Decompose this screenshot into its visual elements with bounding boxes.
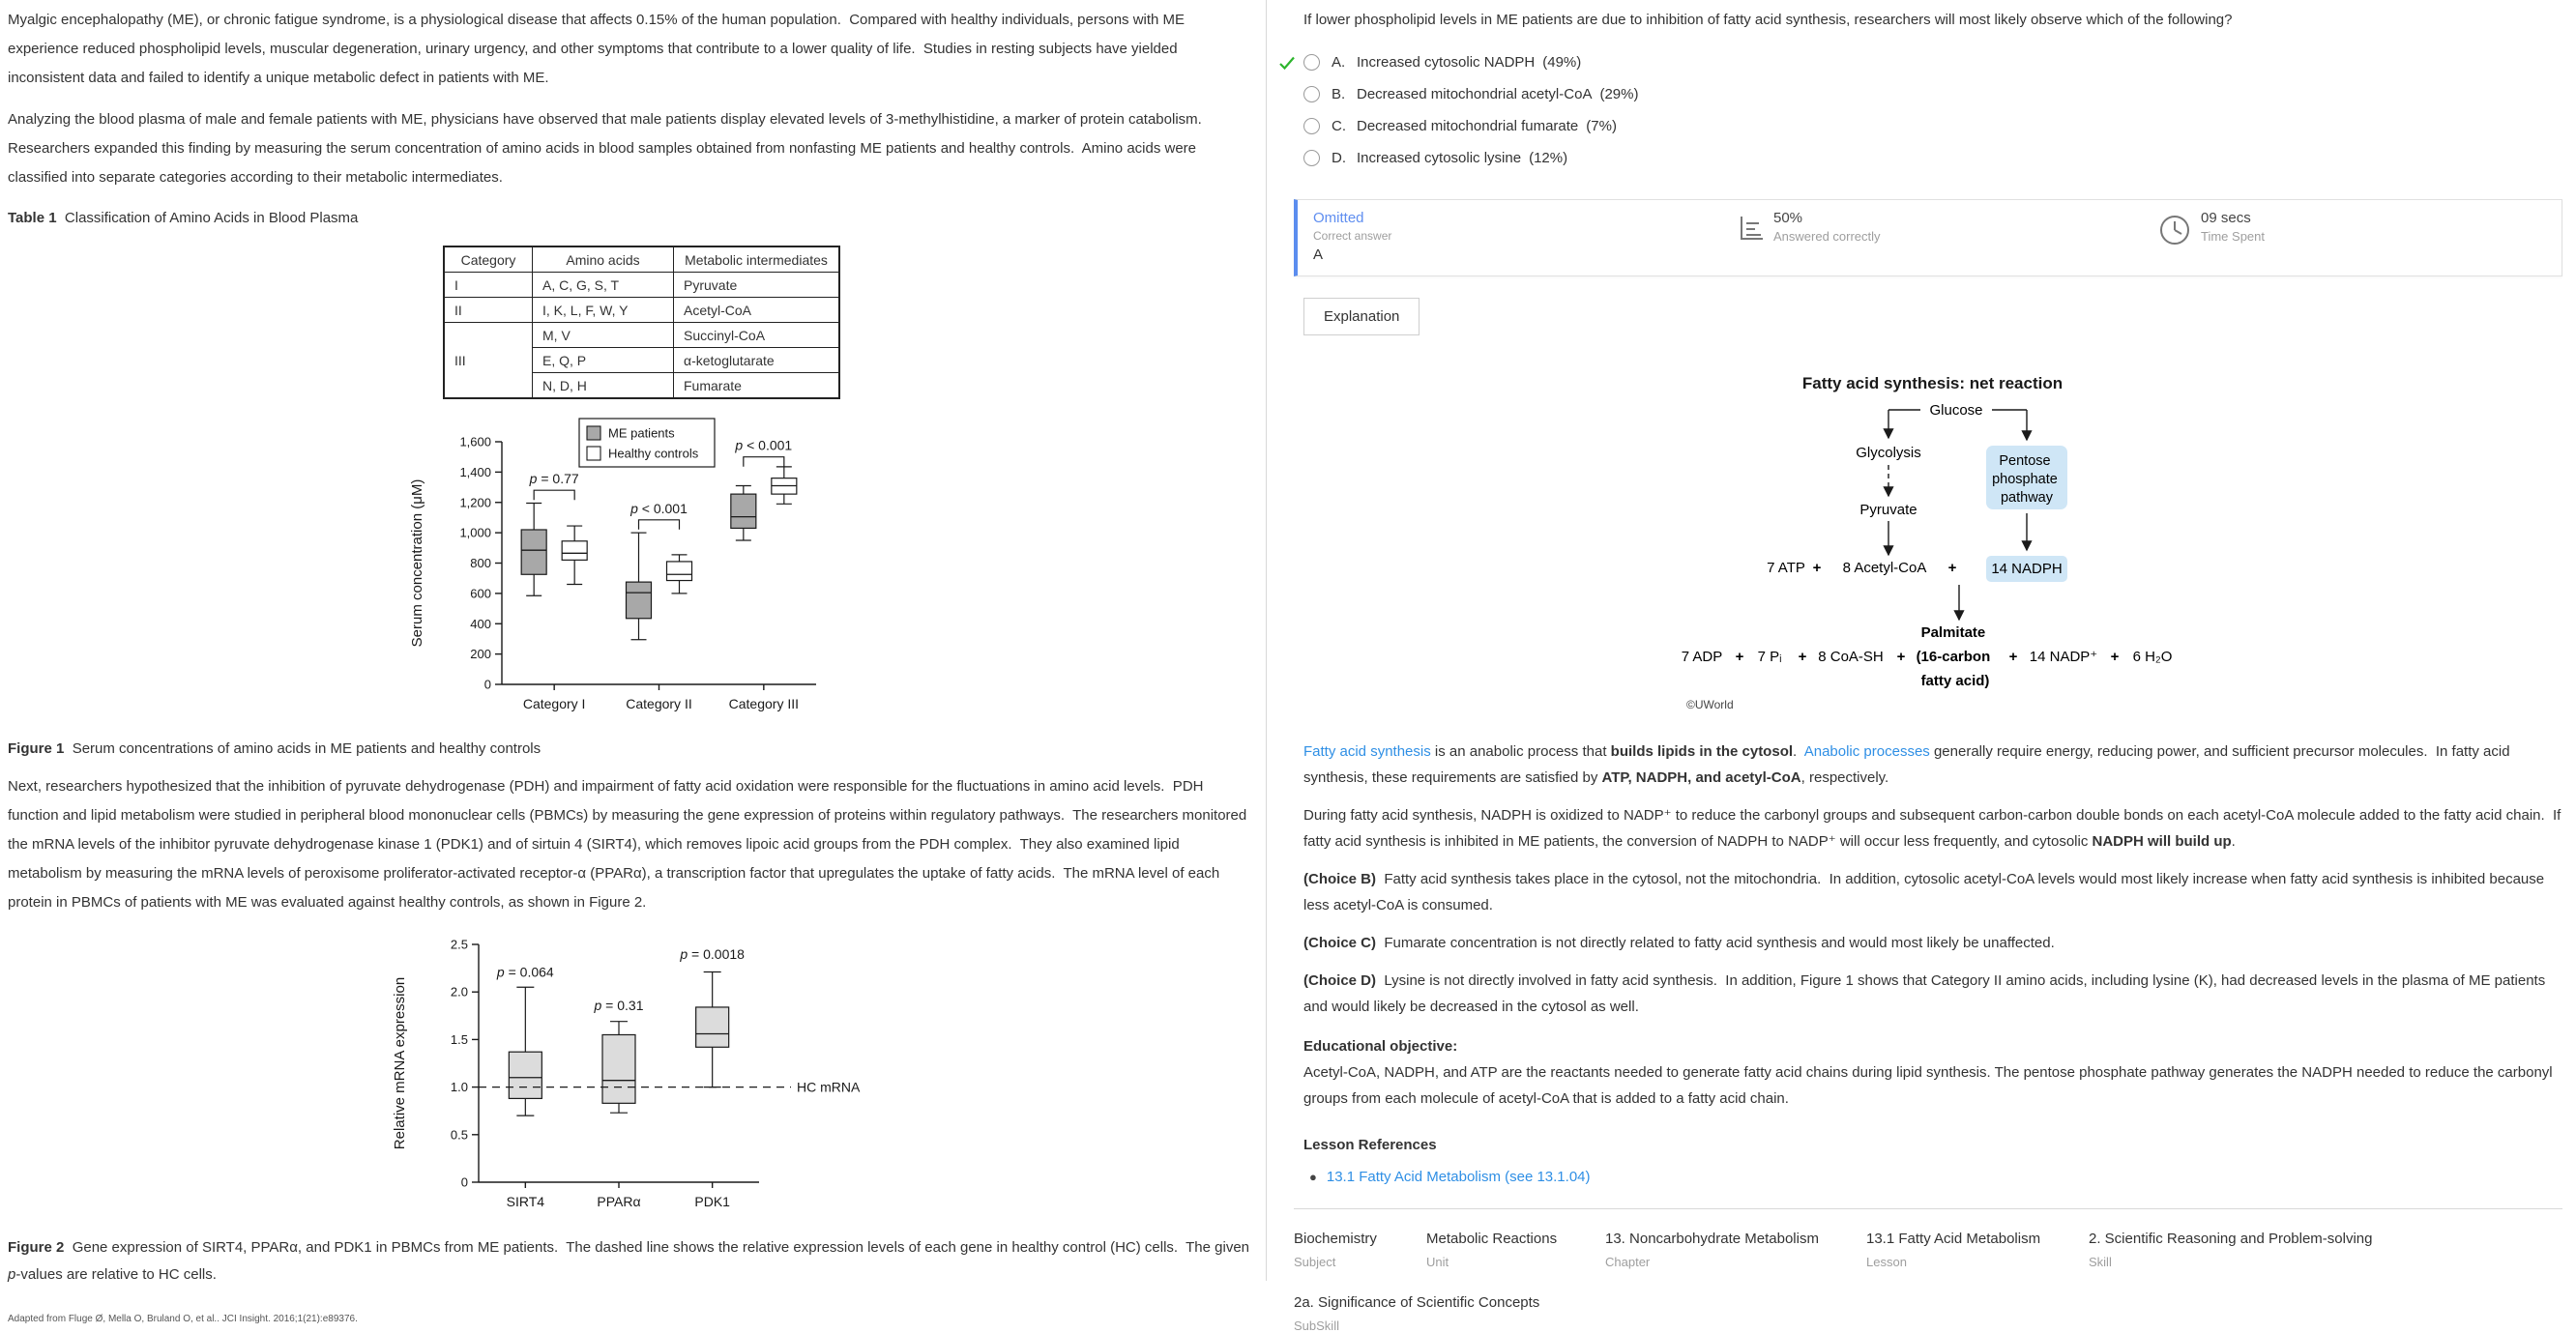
figure2-caption: Figure 2 Gene expression of SIRT4, PPARα, and PDK1 in PBMCs from ME patients. The dashed line shows the relative expression levels of each gene in healthy control (HC) cells. The given p-values are relative to HC cells.	[8, 1239, 1254, 1283]
diagram-ppp: Pentose phosphate pathway	[1992, 453, 2058, 506]
table-row: II I, K, L, F, W, Y Acetyl-CoA	[444, 298, 839, 323]
table1-caption: Table 1 Classification of Amino Acids in Blood Plasma	[8, 210, 359, 226]
plus-sign: +	[1798, 649, 1807, 665]
table-row: E, Q, P α-ketoglutarate	[444, 348, 839, 373]
correct-check-slot	[1278, 55, 1303, 71]
svg-text:Category I: Category I	[522, 696, 586, 711]
explanation-paragraph-2: During fatty acid synthesis, NADPH is oxidized to NADP⁺ to reduce the carbonyl groups and subsequent carbon-carbon double bonds on each acetyl-CoA molecule added to the fatty acid chain. If fatty acid synthesis is inhibited in ME patients, the conversion of NADPH to NADP⁺ will occur less frequently, and cytosolic NADPH will build up.	[1303, 807, 2565, 850]
option-text: Decreased mitochondrial acetyl-CoA	[1357, 86, 1593, 102]
svg-text:p < 0.001: p < 0.001	[630, 500, 688, 516]
svg-text:Serum concentration (μM): Serum concentration (μM)	[409, 478, 425, 648]
question-panel	[1267, 0, 2576, 1333]
question-metadata-subskill	[1294, 1294, 2562, 1333]
plus-sign: +	[1947, 560, 1957, 576]
option-row-b[interactable]	[1278, 78, 2562, 110]
figure1-container	[402, 417, 1252, 726]
option-letter: A.	[1332, 54, 1346, 71]
option-row-d[interactable]	[1278, 142, 2562, 174]
bar-chart-icon	[1735, 214, 1764, 243]
option-letter: D.	[1332, 150, 1346, 166]
source-citation: Adapted from Fluge Ø, Mella O, Bruland O, et al.. JCI Insight. 2016;1(21):e89376.	[8, 1314, 358, 1324]
diagram-title: Fatty acid synthesis: net reaction	[1801, 374, 2064, 392]
diagram-atp: 7 ATP	[1767, 560, 1805, 576]
svg-text:p = 0.31: p = 0.31	[594, 997, 644, 1013]
box-SIRT4	[509, 1052, 542, 1098]
passage-paragraph-1: Myalgic encephalopathy (ME), or chronic fatigue syndrome, is a physiological disease that affects 0.15% of the human population. Compared with healthy individuals, persons with ME experience reduced phospholipid levels, muscular degeneration, urinary urgency, and other symptoms that contribute to a lower quality of life. Studies in resting subjects have yielded inconsistent data and failed to identify a unique metabolic defect in patients with ME.	[8, 12, 1189, 86]
option-radio[interactable]	[1303, 118, 1320, 134]
passage-panel	[0, 0, 1267, 1324]
passage-paragraph-2: Analyzing the blood plasma of male and female patients with ME, physicians have observed that male patients display elevated levels of 3-methylhistidine, a marker of protein catabolism. Researchers expanded this finding by measuring the serum concentration of amino acids in blood samples obtained from nonfasting ME patients and healthy controls. Amino acids were classified into separate categories according to their metabolic intermediates.	[8, 111, 1211, 186]
meta-skill-label: Skill	[2089, 1255, 2112, 1269]
svg-text:ME patients: ME patients	[608, 425, 675, 441]
meta-chapter-label: Chapter	[1605, 1255, 1651, 1269]
option-percentage: (12%)	[1529, 150, 1568, 166]
svg-text:1.5: 1.5	[450, 1031, 468, 1047]
amino-acid-table	[443, 246, 840, 399]
svg-text:1.0: 1.0	[450, 1080, 468, 1095]
box-PDK1	[696, 1007, 729, 1047]
answered-correctly-pct: 50%	[1773, 210, 1803, 226]
svg-text:p = 0.77: p = 0.77	[529, 471, 579, 487]
svg-text:400: 400	[470, 616, 491, 631]
figure2-boxplot	[387, 930, 904, 1220]
educational-objective-text: Acetyl-CoA, NADPH, and ATP are the reactants needed to generate fatty acid chains during lipid synthesis. The pentose phosphate pathway generates the NADPH needed to reduce the carbonyl groups from each molecule of acetyl-CoA that is added to a fatty acid chain.	[1303, 1064, 2553, 1107]
option-text: Increased cytosolic lysine	[1357, 150, 1522, 166]
svg-text:p = 0.064: p = 0.064	[496, 964, 554, 980]
tab-explanation[interactable]: Explanation	[1303, 298, 1420, 335]
diagram-pi: 7 Pᵢ	[1757, 649, 1782, 665]
meta-subject-label: Subject	[1294, 1255, 1336, 1269]
col-amino-acids: Amino acids	[533, 246, 674, 273]
svg-text:Healthy controls: Healthy controls	[608, 446, 699, 461]
svg-text:0: 0	[460, 1174, 468, 1190]
svg-text:1,000: 1,000	[459, 525, 491, 540]
diagram-h2o: 6 H₂O	[2132, 649, 2173, 665]
svg-text:HC mRNA: HC mRNA	[797, 1079, 861, 1095]
box-Category II	[627, 582, 652, 619]
figure1-caption: Figure 1 Serum concentrations of amino acids in ME patients and healthy controls	[8, 740, 542, 757]
explanation-choice-b: (Choice B) Fatty acid synthesis takes place in the cytosol, not the mitochondria. In addition, cytosolic acetyl-CoA levels would most likely increase when fatty acid synthesis is inhibited because less acetyl-CoA is consumed.	[1303, 871, 2549, 913]
option-radio[interactable]	[1303, 150, 1320, 166]
svg-text:1,200: 1,200	[459, 495, 491, 510]
box-Category I	[562, 541, 587, 561]
meta-chapter-value: 13. Noncarbohydrate Metabolism	[1605, 1231, 1819, 1247]
correct-answer-value: A	[1313, 246, 1324, 263]
diagram-svg	[1679, 397, 2186, 716]
diagram-coash: 8 CoA-SH	[1818, 649, 1884, 665]
svg-text:Category III: Category III	[728, 696, 800, 711]
meta-subject-value: Biochemistry	[1294, 1231, 1377, 1247]
diagram-palmitate: Palmitate (16-carbon fatty acid)	[1916, 624, 1991, 689]
plus-sign: +	[1812, 560, 1822, 576]
diagram-nadph: 14 NADPH	[1991, 561, 2063, 577]
meta-skill-value: 2. Scientific Reasoning and Problem-solving	[2089, 1231, 2373, 1247]
svg-text:p = 0.0018: p = 0.0018	[680, 945, 745, 962]
lesson-references-heading: Lesson References	[1303, 1137, 1437, 1153]
option-percentage: (7%)	[1586, 118, 1617, 134]
plus-sign: +	[1896, 649, 1906, 665]
diagram-glycolysis: Glycolysis	[1856, 445, 1921, 461]
answered-correctly-label: Answered correctly	[1773, 229, 1881, 244]
svg-text:200: 200	[470, 647, 491, 662]
diagram-acetyl-coa: 8 Acetyl-CoA	[1842, 560, 1927, 576]
table-row: N, D, H Fumarate	[444, 373, 839, 399]
explanation-choice-d: (Choice D) Lysine is not directly involved in fatty acid synthesis. In addition, Figure 1 shows that Category II amino acids, including lysine (K), had decreased levels in the plasma of ME patients and would likely be decreased in the cytosol as well.	[1303, 972, 2550, 1015]
meta-lesson-value: 13.1 Fatty Acid Metabolism	[1866, 1231, 2041, 1247]
svg-text:1,400: 1,400	[459, 464, 491, 479]
svg-text:600: 600	[470, 586, 491, 601]
figure1-boxplot	[402, 417, 852, 721]
plus-sign: +	[2110, 649, 2120, 665]
lesson-reference-item	[1303, 1169, 2562, 1185]
svg-text:p < 0.001: p < 0.001	[735, 437, 793, 453]
svg-text:Relative mRNA expression: Relative mRNA expression	[392, 976, 408, 1150]
svg-text:1,600: 1,600	[459, 434, 491, 449]
question-metadata	[1294, 1231, 2562, 1269]
svg-text:800: 800	[470, 556, 491, 570]
meta-unit-value: Metabolic Reactions	[1426, 1231, 1558, 1247]
svg-text:PPARα: PPARα	[597, 1194, 641, 1209]
box-Category I	[521, 530, 546, 574]
svg-text:Category II: Category II	[626, 696, 692, 711]
meta-unit-label: Unit	[1426, 1255, 1449, 1269]
explanation-paragraph-1: Fatty acid synthesis is an anabolic process that builds lipids in the cytosol. Anabolic processes generally require energy, reducing power, and sufficient precursor molecules. In fatty acid synthesis, these requirements are satisfied by ATP, NADPH, and acetyl-CoA, respectively.	[1303, 743, 2514, 786]
meta-lesson-label: Lesson	[1866, 1255, 1907, 1269]
option-percentage: (29%)	[1599, 86, 1639, 102]
plus-sign: +	[1735, 649, 1744, 665]
bullet-icon: ●	[1309, 1170, 1317, 1184]
correct-answer-label: Correct answer	[1313, 229, 1392, 243]
question-text: If lower phospholipid levels in ME patients are due to inhibition of fatty acid synthesis, researchers will most likely observe which of the following?	[1303, 12, 2233, 28]
option-radio[interactable]	[1303, 86, 1320, 102]
svg-text:SIRT4: SIRT4	[506, 1194, 545, 1209]
educational-objective-heading: Educational objective:	[1303, 1038, 1458, 1055]
uworld-copyright: ©UWorld	[1686, 698, 1734, 711]
option-text: Increased cytosolic NADPH	[1357, 54, 1536, 71]
option-row-c[interactable]	[1278, 110, 2562, 142]
diagram-nadp: 14 NADP⁺	[2029, 649, 2098, 665]
box-PPARα	[602, 1034, 635, 1103]
diagram-glucose: Glucose	[1929, 402, 1983, 419]
option-letter: C.	[1332, 118, 1346, 134]
passage-paragraph-3: Next, researchers hypothesized that the inhibition of pyruvate dehydrogenase (PDH) and impairment of fatty acid oxidation were responsible for the fluctuations in amino acid levels. PDH function and lipid metabolism were studied in peripheral blood mononuclear cells (PBMCs) by measuring the gene expression of proteins within regulatory pathways. The researchers monitored the mRNA levels of the inhibitor pyruvate dehydrogenase kinase 1 (PDK1) and of sirtuin 4 (SIRT4), which removes lipoic acid groups from the PDH complex. They also examined lipid metabolism by measuring the mRNA levels of peroxisome proliferator-activated receptor-α (PPARα), a transcription factor that upregulates the uptake of fatty acids. The mRNA level of each protein in PBMCs of patients with ME was evaluated against healthy controls, as shown in Figure 2.	[8, 778, 1251, 911]
lesson-reference-link[interactable]: 13.1 Fatty Acid Metabolism (see 13.1.04)	[1326, 1169, 1591, 1185]
col-intermediates: Metabolic intermediates	[674, 246, 840, 273]
options-list	[1278, 46, 2562, 174]
result-status: Omitted	[1313, 210, 1364, 226]
svg-text:2.5: 2.5	[450, 937, 468, 952]
result-status-card	[1294, 199, 2562, 276]
svg-text:0: 0	[483, 677, 491, 692]
table-row: III M, V Succinyl-CoA	[444, 323, 839, 348]
option-text: Decreased mitochondrial fumarate	[1357, 118, 1579, 134]
table1-container	[443, 246, 1252, 399]
svg-text:PDK1: PDK1	[694, 1194, 730, 1209]
svg-text:0.5: 0.5	[450, 1127, 468, 1143]
meta-subskill-label: SubSkill	[1294, 1319, 1339, 1333]
inline-link[interactable]: Anabolic processes	[1803, 743, 1930, 760]
fatty-acid-diagram	[1679, 374, 2186, 721]
table-header-row	[444, 246, 839, 273]
time-spent-value: 09 secs	[2201, 210, 2251, 226]
plus-sign: +	[2008, 649, 2018, 665]
meta-subskill-value: 2a. Significance of Scientific Concepts	[1294, 1294, 1540, 1311]
correct-check-icon	[1278, 55, 1296, 71]
svg-text:2.0: 2.0	[450, 984, 468, 1000]
inline-link[interactable]: Fatty acid synthesis	[1303, 743, 1431, 760]
explanation-choice-c: (Choice C) Fumarate concentration is not directly related to fatty acid synthesis and would most likely be unaffected.	[1303, 935, 2055, 951]
table-row: I A, C, G, S, T Pyruvate	[444, 273, 839, 298]
col-category: Category	[444, 246, 533, 273]
clock-icon	[2158, 214, 2191, 246]
diagram-pyruvate: Pyruvate	[1859, 502, 1917, 518]
option-row-a[interactable]	[1278, 46, 2562, 78]
option-letter: B.	[1332, 86, 1346, 102]
figure2-container	[387, 930, 1252, 1225]
option-radio[interactable]	[1303, 54, 1320, 71]
box-Category II	[667, 562, 692, 581]
option-percentage: (49%)	[1542, 54, 1582, 71]
box-Category III	[731, 494, 756, 528]
time-spent-label: Time Spent	[2201, 229, 2265, 244]
diagram-adp: 7 ADP	[1681, 649, 1723, 665]
footer-divider	[1294, 1208, 2562, 1209]
